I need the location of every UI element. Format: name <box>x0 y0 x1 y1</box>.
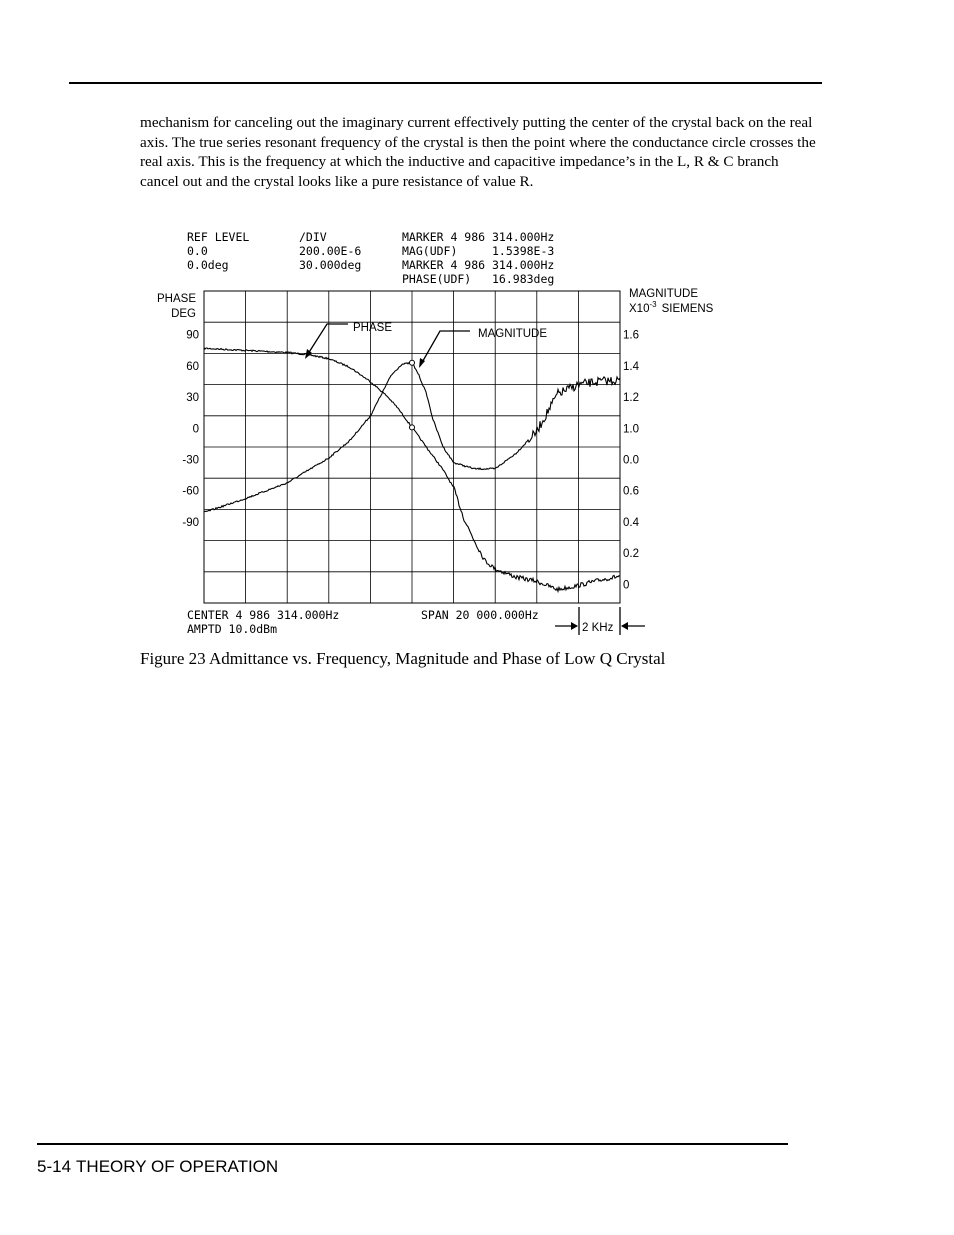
right-axis-tick-label: 0.4 <box>623 516 639 529</box>
chart-ref-level-label: REF LEVEL <box>187 230 250 244</box>
right-axis-tick-label: 0.0 <box>623 454 639 467</box>
magnitude-leader-line <box>420 331 470 366</box>
right-axis-ticks <box>623 330 640 592</box>
left-axis-title-line1: PHASE <box>157 293 196 305</box>
right-axis-title-base: X10 <box>629 303 650 315</box>
left-axis-tick-label: 60 <box>186 360 199 373</box>
chart-div1: 200.00E-6 <box>299 244 362 258</box>
scale-arrow-right-head <box>621 622 628 630</box>
page-footer <box>37 1157 278 1177</box>
page-number: 5-14 <box>37 1157 72 1176</box>
magnitude-annotation-label: MAGNITUDE <box>478 328 547 340</box>
chart-phase-line: PHASE(UDF) 16.983deg <box>402 272 555 286</box>
left-axis-tick-label: -30 <box>182 454 199 467</box>
annotation-leaders <box>306 324 645 635</box>
right-axis-tick-label: 1.4 <box>623 360 639 373</box>
footer-rule <box>37 1143 788 1145</box>
chart-div-label: /DIV <box>299 230 327 244</box>
phase-annotation-label: PHASE <box>353 322 392 334</box>
right-axis-title-line1: MAGNITUDE <box>629 288 698 300</box>
chart-grid <box>204 291 620 603</box>
right-axis-title-unit: SIEMENS <box>661 303 714 315</box>
right-axis-tick-label: 0.2 <box>623 548 639 561</box>
chart-marker1-line: MARKER 4 986 314.000Hz <box>402 230 555 244</box>
right-axis-tick-label: 1.0 <box>623 423 639 436</box>
left-axis-title-line2: DEG <box>171 308 196 320</box>
phase-leader-arrowhead <box>305 349 312 359</box>
chart-marker2-line: MARKER 4 986 314.000Hz <box>402 258 555 272</box>
left-axis-tick-label: 0 <box>192 423 199 436</box>
chart-span-label: SPAN 20 000.000Hz <box>421 608 539 622</box>
section-title: THEORY OF OPERATION <box>76 1157 279 1176</box>
scale-arrow-left-head <box>571 622 578 630</box>
left-axis-tick-label: 90 <box>186 329 199 342</box>
scale-marker-label: 2 KHz <box>582 622 614 634</box>
chart-div2: 30.000deg <box>299 258 362 272</box>
marker-point-phase <box>410 425 415 430</box>
phase-leader-line <box>306 324 348 357</box>
chart-ref2: 0.0deg <box>187 258 229 272</box>
right-axis-title-line2 <box>629 300 714 315</box>
chart-center-label: CENTER 4 986 314.000Hz <box>187 608 340 622</box>
left-axis-tick-label: -90 <box>182 516 199 529</box>
chart-ref1: 0.0 <box>187 244 208 258</box>
right-axis-tick-label: 0.6 <box>623 485 639 498</box>
figure-caption: Figure 23 Admittance vs. Frequency, Magnitude and Phase of Low Q Crystal <box>140 649 666 668</box>
left-axis-tick-label: -60 <box>182 485 199 498</box>
body-paragraph: mechanism for canceling out the imaginary current effectively putting the center of the crystal back on the real axis. The true series resonant frequency of the crystal is then the point where the conductance circle crosses the real axis. This is the frequency at which the inductive and capacitive impedance’s in the L, R & C branch cancel out and the crystal looks like a pure resistance of value R. <box>140 114 816 190</box>
marker-point-magnitude <box>410 360 415 365</box>
left-axis-ticks <box>182 330 199 529</box>
chart-amptd-label: AMPTD 10.0dBm <box>187 622 278 636</box>
left-axis-tick-label: 30 <box>186 392 199 405</box>
right-axis-tick-label: 0 <box>623 579 630 592</box>
right-axis-tick-label: 1.2 <box>623 392 639 405</box>
right-axis-tick-label: 1.6 <box>623 329 639 342</box>
right-axis-title-exponent: -3 <box>649 300 657 309</box>
chart-mag-line: MAG(UDF) 1.5398E-3 <box>402 244 555 258</box>
